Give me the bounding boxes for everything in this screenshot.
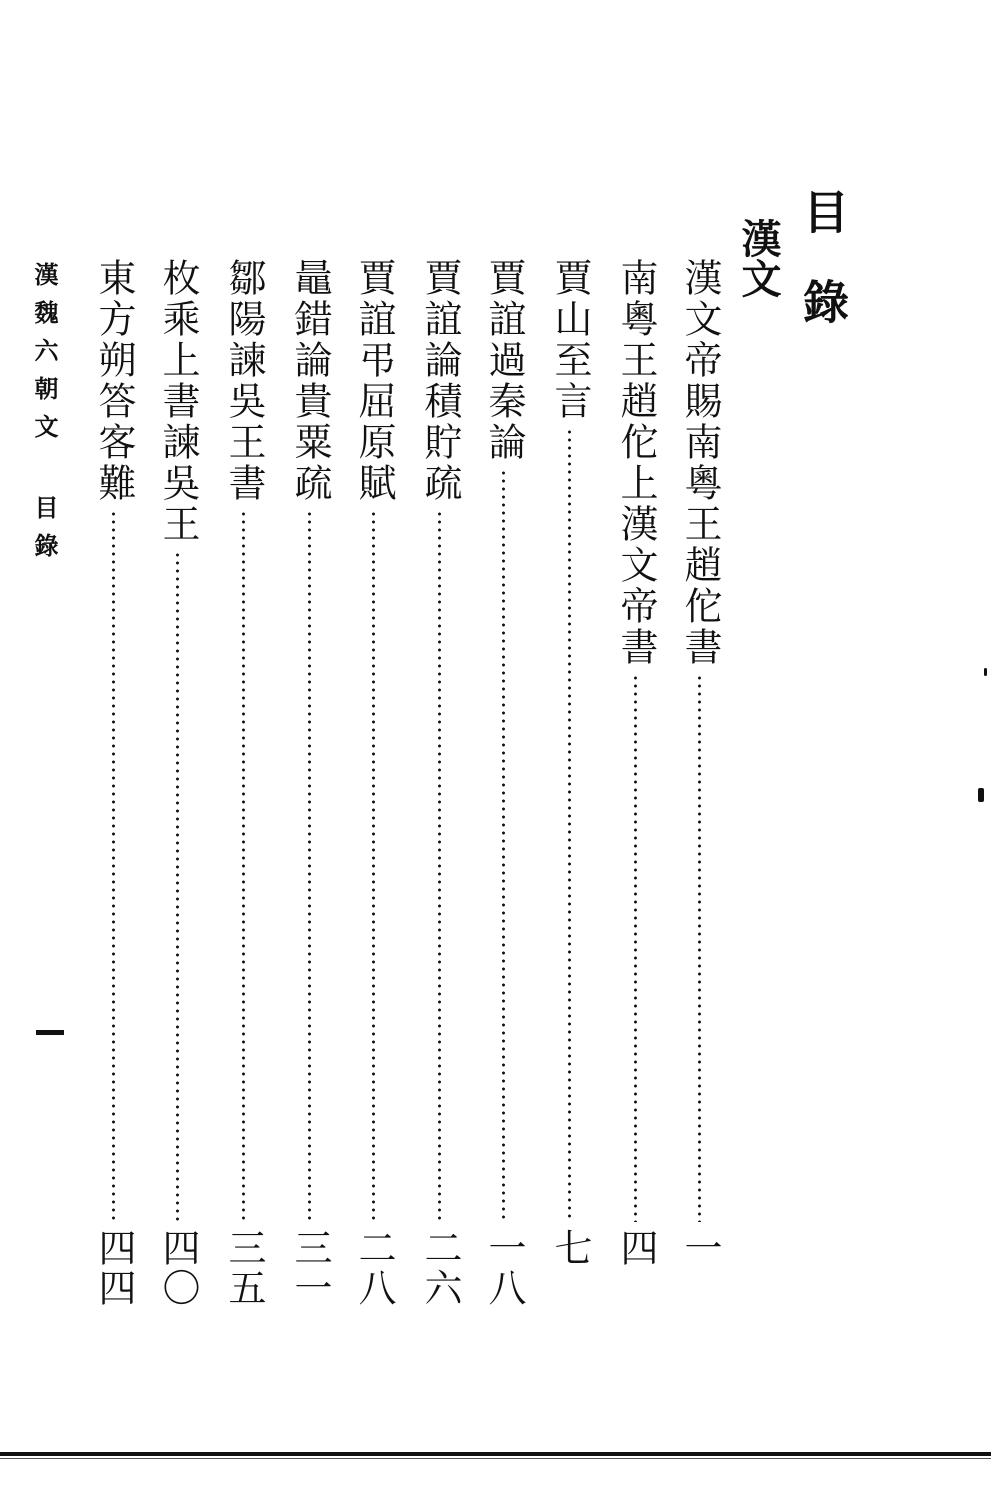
leader-dots <box>501 469 506 1222</box>
leader-dots <box>307 510 312 1222</box>
toc-entry-title: 賈誼過秦論 <box>482 258 526 463</box>
toc-entry-title: 東方朔答客難 <box>92 258 136 504</box>
toc-entry-title: 鼂錯論貴粟疏 <box>288 258 332 504</box>
toc-entry-page: 四四 <box>92 1228 136 1308</box>
toc-entry-page: 七 <box>548 1228 592 1268</box>
toc-entry <box>614 258 658 1298</box>
leader-dots <box>371 510 376 1222</box>
toc-entry <box>418 258 462 1308</box>
leader-dots <box>697 674 702 1222</box>
leader-dots <box>111 510 116 1222</box>
toc-entry <box>92 258 136 1308</box>
leader-dots <box>633 674 638 1222</box>
toc-entry-title: 南粵王趙佗上漢文帝書 <box>614 258 658 668</box>
page-number <box>36 1030 64 1035</box>
leader-dots <box>437 510 442 1222</box>
bottom-rule <box>0 1452 991 1456</box>
toc-entry-title: 賈誼論積貯疏 <box>418 258 462 504</box>
toc-entry <box>222 258 266 1308</box>
toc-entry <box>352 258 396 1308</box>
toc-entry-page: 三一 <box>288 1228 332 1308</box>
toc-entry-page: 三五 <box>222 1228 266 1308</box>
toc-entry-title: 賈山至言 <box>548 258 592 422</box>
toc-entry <box>548 258 592 1298</box>
toc-entry-page: 四 <box>614 1228 658 1268</box>
toc-entry <box>482 258 526 1308</box>
running-footer: 漢魏六朝文 目錄 <box>30 262 59 571</box>
toc-entry-title: 鄒陽諫吳王書 <box>222 258 266 504</box>
section-heading: 漢文 <box>735 218 782 298</box>
leader-dots <box>175 551 180 1222</box>
toc-entry-page: 一 <box>678 1228 722 1268</box>
leader-dots <box>567 428 572 1222</box>
scan-speck <box>984 668 987 676</box>
toc-entry <box>678 258 722 1298</box>
bottom-rule-thin <box>0 1458 991 1459</box>
toc-entry-page: 二八 <box>352 1228 396 1308</box>
toc-entry-title: 漢文帝賜南粵王趙佗書 <box>678 258 722 668</box>
toc-entry <box>156 258 200 1308</box>
toc-entry-title: 賈誼弔屈原賦 <box>352 258 396 504</box>
toc-entry-page: 二六 <box>418 1228 462 1308</box>
leader-dots <box>241 510 246 1222</box>
toc-entry <box>288 258 332 1308</box>
page-title: 目錄 <box>796 188 850 368</box>
scan-speck <box>978 788 984 802</box>
toc-entry-title: 枚乘上書諫吳王 <box>156 258 200 545</box>
toc-entry-page: 四〇 <box>156 1228 200 1308</box>
toc-entry-page: 一八 <box>482 1228 526 1308</box>
